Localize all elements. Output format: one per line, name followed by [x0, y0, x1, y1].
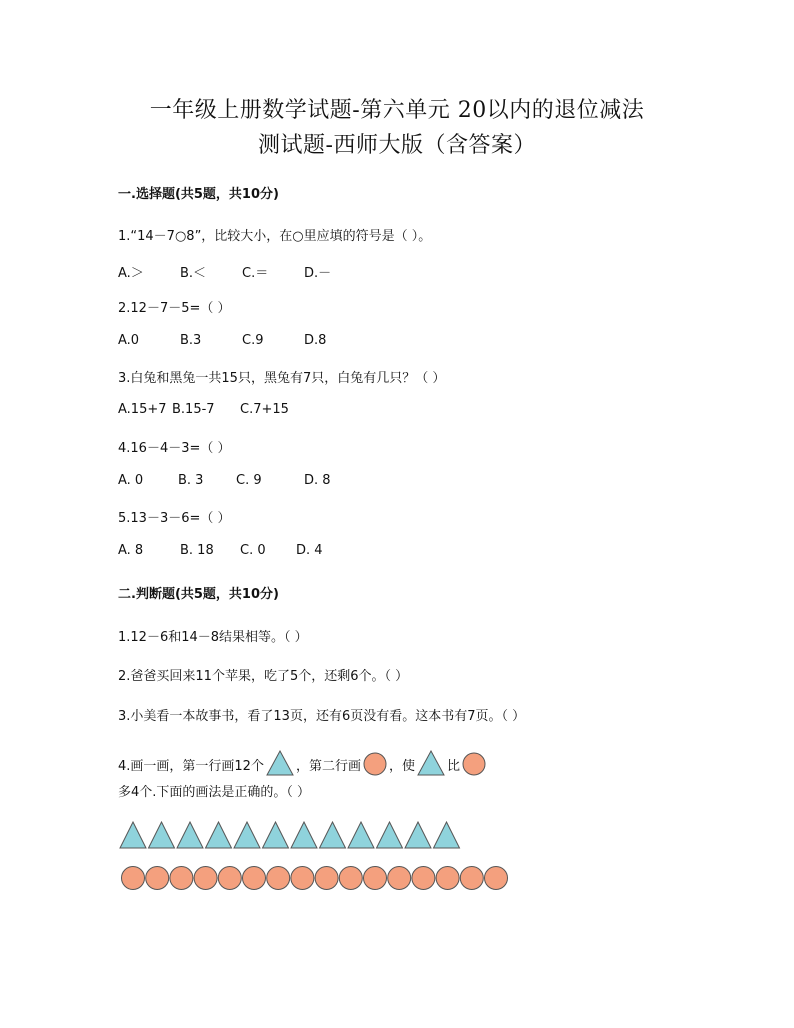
option-a: A.＞	[118, 266, 144, 281]
triangle-icon	[177, 822, 203, 848]
option-c: C. 0	[240, 543, 266, 558]
triangle-row	[118, 820, 478, 850]
question-1-4-options	[118, 473, 331, 488]
option-d: D. 4	[296, 543, 323, 558]
option-a: A. 0	[118, 473, 144, 488]
option-b: B.15-7	[172, 402, 215, 417]
judge-question-2: 2.爸爸买回来11个苹果，吃了5个，还剩6个。（ ）	[118, 669, 409, 684]
title-line-2: 测试题-西师大版（含答案）	[258, 133, 536, 158]
triangle-icon	[405, 822, 431, 848]
option-c: C. 9	[236, 473, 262, 488]
circle-icon	[388, 867, 411, 890]
judge-question-4-part3: ，使	[388, 759, 415, 774]
circle-icon	[267, 867, 290, 890]
triangle-icon	[263, 822, 289, 848]
question-1-3: 3.白兔和黑兔一共15只，黑兔有7只，白兔有几只？（ ）	[118, 371, 446, 386]
triangle-icon	[206, 822, 232, 848]
option-c: C.＝	[242, 266, 269, 281]
question-1-4: 4.16－4－3=（ ）	[118, 441, 231, 456]
option-c: C.7+15	[240, 402, 289, 417]
question-1-5: 5.13－3－6=（ ）	[118, 511, 231, 526]
circle-icon	[170, 867, 193, 890]
option-b: B. 3	[178, 473, 204, 488]
circle-icon	[485, 867, 508, 890]
option-a: A.15+7	[118, 402, 167, 417]
circle-icon	[412, 867, 435, 890]
judge-question-4-part1: 4.画一画，第一行画12个	[118, 759, 264, 774]
triangle-icon	[120, 822, 146, 848]
circle-icon	[436, 867, 459, 890]
circle-icon	[462, 752, 486, 776]
triangle-icon	[434, 822, 460, 848]
question-1-2: 2.12－7－5=（ ）	[118, 301, 231, 316]
judge-question-4-part2: ，第二行画	[295, 759, 361, 774]
circle-icon	[364, 867, 387, 890]
question-1-5-options	[118, 543, 323, 558]
question-1-2-options	[118, 333, 326, 348]
triangle-icon	[266, 750, 294, 776]
option-d: D. 8	[304, 473, 331, 488]
triangle-icon	[149, 822, 175, 848]
option-d: D.－	[304, 266, 332, 281]
circle-icon	[363, 752, 387, 776]
circle-icon	[291, 867, 314, 890]
circle-icon	[339, 867, 362, 890]
circle-icon	[315, 867, 338, 890]
option-c: C.9	[242, 333, 264, 348]
circle-icon	[122, 867, 145, 890]
circle-row	[120, 864, 520, 892]
section-2-heading: 二.判断题(共5题，共10分)	[118, 587, 279, 602]
triangle-icon	[320, 822, 346, 848]
judge-question-4	[118, 750, 488, 780]
triangle-icon	[348, 822, 374, 848]
title-line-1: 一年级上册数学试题-第六单元 20以内的退位减法	[149, 98, 645, 123]
option-d: D.8	[304, 333, 327, 348]
section-1-heading: 一.选择题(共5题，共10分)	[118, 187, 279, 202]
option-a: A. 8	[118, 543, 144, 558]
judge-question-1: 1.12－6和14－8结果相等。（ ）	[118, 630, 308, 645]
question-1-1-options	[118, 262, 331, 281]
triangle-icon	[417, 750, 445, 776]
judge-question-4-line2: 多4个.下面的画法是正确的。（ ）	[118, 785, 311, 800]
question-1-1: 1.“14－7○8”，比较大小，在○里应填的符号是（ ）。	[118, 229, 432, 244]
triangle-icon	[377, 822, 403, 848]
circle-icon	[146, 867, 169, 890]
judge-question-3: 3.小美看一本故事书，看了13页，还有6页没有看。这本书有7页。（ ）	[118, 709, 526, 724]
triangle-icon	[291, 822, 317, 848]
circle-icon	[460, 867, 483, 890]
question-1-3-options	[118, 402, 289, 417]
option-b: B. 18	[180, 543, 214, 558]
circle-icon	[218, 867, 241, 890]
option-a: A.0	[118, 333, 140, 348]
triangle-icon	[234, 822, 260, 848]
option-b: B.＜	[180, 266, 207, 281]
judge-question-4-part4: 比	[446, 759, 460, 774]
option-b: B.3	[180, 333, 202, 348]
circle-icon	[243, 867, 266, 890]
circle-icon	[194, 867, 217, 890]
